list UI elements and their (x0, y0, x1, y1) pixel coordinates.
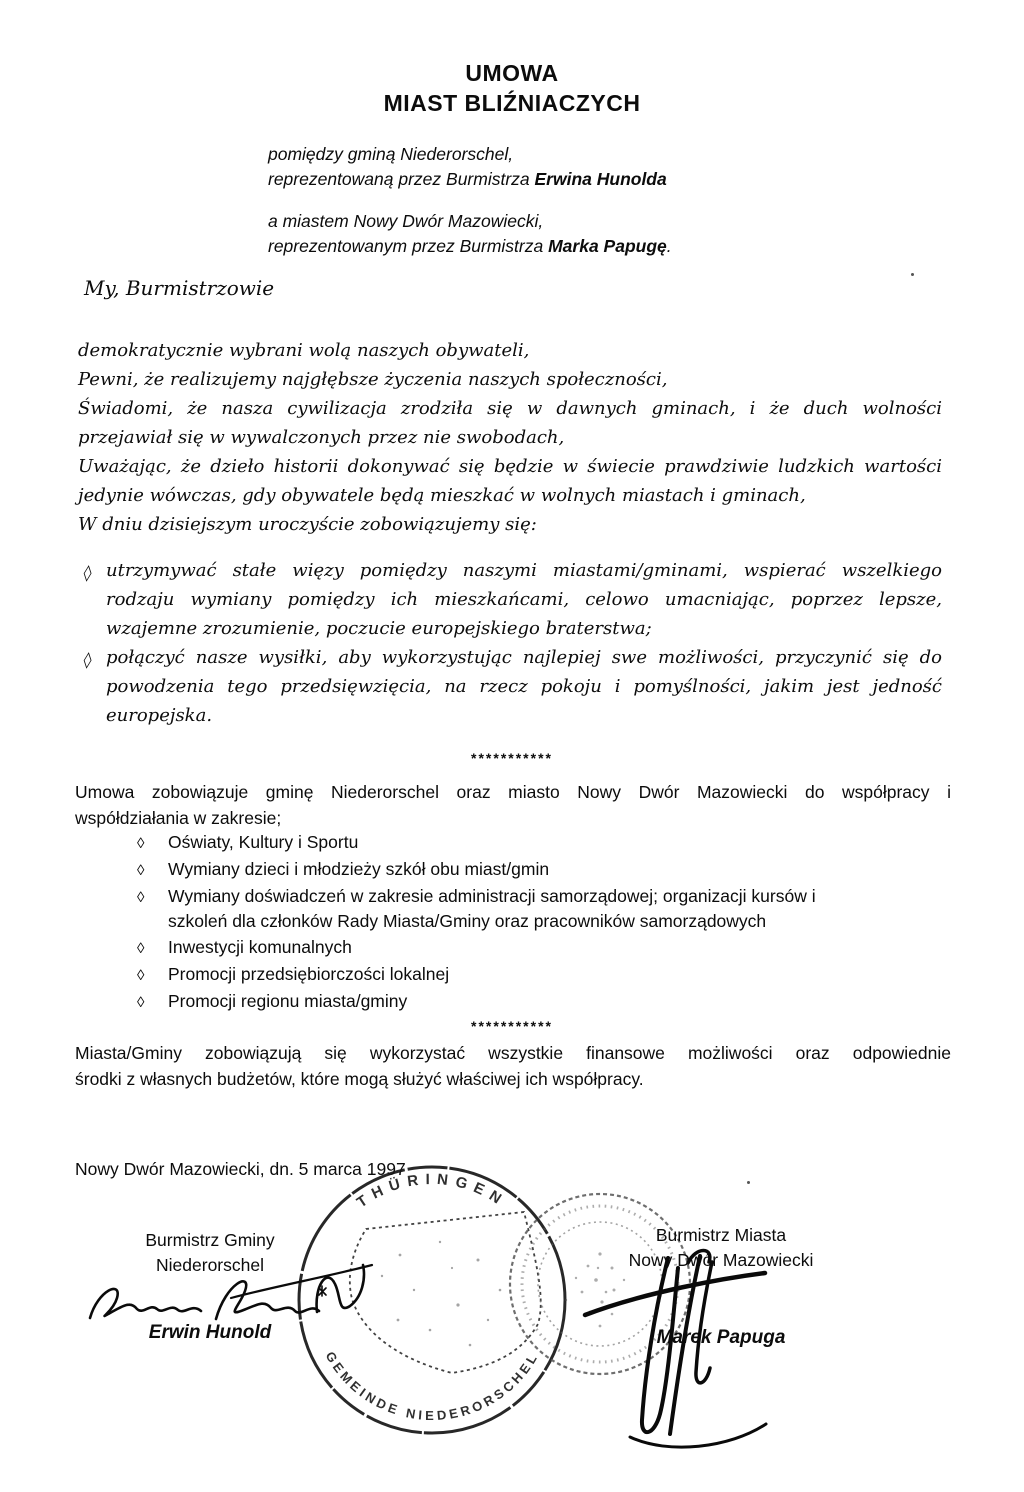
diamond-bullet-icon: ◊ (82, 650, 94, 669)
document-title (0, 58, 1024, 118)
preamble-line: Uważając, że dzieło historii dokonywać się będzie w świecie prawdziwie ludzkich wartości (78, 456, 942, 477)
party-city-representative: reprezentowanym przez Burmistrza Marka Papugę. (268, 236, 672, 256)
party-city-line: a miastem Nowy Dwór Mazowiecki, (268, 211, 544, 231)
title-line-2: MIAST BLIŹNIACZYCH (383, 90, 641, 116)
party-gmina-line: pomiędzy gminą Niederorschel, (268, 144, 514, 164)
diamond-bullet-icon: ◊ (137, 940, 145, 957)
preamble-line: jedynie wówczas, gdy obywatele będą mieszkać w wolnych miastach i gminach, (78, 485, 806, 506)
signature-title: Burmistrz Miasta (655, 1225, 787, 1245)
pledge-line: wzajemne zrozumienie, poczucie europejskiego braterstwa; (106, 618, 652, 639)
preamble (78, 336, 942, 539)
finance-line: środki z własnych budżetów, które mogą służyć właściwej ich współpracy. (75, 1069, 644, 1089)
scope-item (137, 962, 929, 988)
signature-title: Burmistrz Gminy (145, 1230, 275, 1250)
diamond-bullet-icon: ◊ (137, 967, 145, 984)
asterisk-divider: *********** (471, 750, 553, 766)
scope-item (137, 830, 929, 856)
pledge-line: europejska. (106, 705, 213, 726)
stamp-speckles (381, 1241, 502, 1346)
scope-item-text: szkoleń dla członków Rady Miasta/Gminy oraz pracowników samorządowych (168, 911, 767, 931)
title-line-1: UMOWA (465, 60, 559, 86)
stamp-bottom-text: GEMEINDE NIEDERORSCHEL (322, 1348, 542, 1424)
party-gmina-representative: reprezentowaną przez Burmistrza Erwina Hunolda (268, 169, 667, 189)
finance-clause (75, 1040, 951, 1092)
place-and-date: Nowy Dwór Mazowiecki, dn. 5 marca 1997 (75, 1159, 406, 1179)
finance-line: Miasta/Gminy zobowiązują się wykorzystać wszystkie finansowe możliwości oraz odpowiednie (75, 1043, 951, 1063)
preamble-line: Świadomi, że nasza cywilizacja zrodziła się w dawnych gminach, i że duch wolności (78, 398, 942, 419)
mayor-name-papuga: Marka Papugę (548, 236, 667, 256)
asterisk-divider: *********** (471, 1018, 553, 1034)
diamond-bullet-icon: ◊ (137, 835, 145, 852)
salutation: My, Burmistrzowie (84, 276, 275, 300)
scope-intro-line: Umowa zobowiązuje gminę Niederorschel oraz miasto Nowy Dwór Mazowiecki do współpracy i (75, 782, 951, 802)
preamble-line: W dniu dzisiejszym uroczyście zobowiązujemy się: (78, 514, 537, 535)
stamp-shield-outline (350, 1212, 541, 1373)
official-stamps (0, 1150, 1024, 1492)
signature-block-gmina (100, 1228, 320, 1278)
scope-intro-line: współdziałania w zakresie; (75, 808, 282, 828)
scope-item (137, 989, 929, 1015)
scope-item-text: Wymiany dzieci i młodzieży szkół obu miast/gmin (168, 859, 550, 879)
printed-name-erwin-hunold: Erwin Hunold (148, 1322, 272, 1343)
scope-item-text: Promocji przedsiębiorczości lokalnej (168, 964, 450, 984)
pledge-item (80, 556, 942, 643)
diamond-bullet-icon: ◊ (137, 862, 145, 879)
scope-intro (75, 779, 951, 831)
diamond-bullet-icon: ◊ (137, 889, 145, 906)
mayor-name-hunold: Erwina Hunolda (534, 169, 667, 189)
signature-title: Niederorschel (156, 1255, 264, 1275)
scope-item (137, 857, 929, 883)
scan-speck (747, 1181, 750, 1184)
pledge-item (80, 643, 942, 730)
pledge-line: połączyć nasze wysiłki, aby wykorzystując najlepiej swe możliwości, przyczynić się do (106, 647, 942, 668)
preamble-line: przejawiał się w wywalczonych przez nie swobodach, (78, 427, 565, 448)
handwritten-signatures (0, 1150, 1024, 1492)
stamp-gemeinde-niederorschel (299, 1167, 565, 1433)
preamble-line: demokratycznie wybrani wolą naszych obywateli, (78, 340, 530, 361)
scope-item (137, 935, 929, 961)
diamond-bullet-icon: ◊ (82, 563, 94, 582)
printed-name-marek-papuga: Marek Papuga (656, 1327, 786, 1348)
stamp-top-text: THÜRINGEN (353, 1170, 511, 1212)
scope-item-text: Inwestycji komunalnych (168, 937, 352, 957)
svg-text:GEMEINDE NIEDERORSCHEL (323, 1349, 542, 1423)
parties-intro (268, 142, 672, 259)
scope-list (137, 830, 929, 1016)
pledges-list (80, 556, 942, 730)
pledge-line: powodzenia tego przedsięwzięcia, na rzecz pokoju i pomyślności, jakim jest jedność (106, 676, 942, 697)
scope-item-text: Wymiany doświadczeń w zakresie administracji samorządowej; organizacji kursów i (168, 886, 816, 906)
scope-item-text: Promocji regionu miasta/gminy (168, 991, 408, 1011)
diamond-bullet-icon: ◊ (137, 994, 145, 1011)
signature-title: Nowy Dwór Mazowiecki (628, 1250, 814, 1270)
pledge-line: rodzaju wymiany pomiędzy ich mieszkańcami, celowo umacniając, poprzez lepsze, (106, 589, 942, 610)
scope-item-text: Oświaty, Kultury i Sportu (168, 832, 359, 852)
pledge-line: utrzymywać stałe więzy pomiędzy naszymi miastami/gminami, wspierać wszelkiego (106, 560, 942, 581)
preamble-line: Pewni, że realizujemy najgłębsze życzenia naszych społeczności, (78, 369, 668, 390)
signature-block-miasto (596, 1223, 846, 1273)
scope-item (137, 884, 929, 934)
scan-speck (911, 273, 914, 276)
